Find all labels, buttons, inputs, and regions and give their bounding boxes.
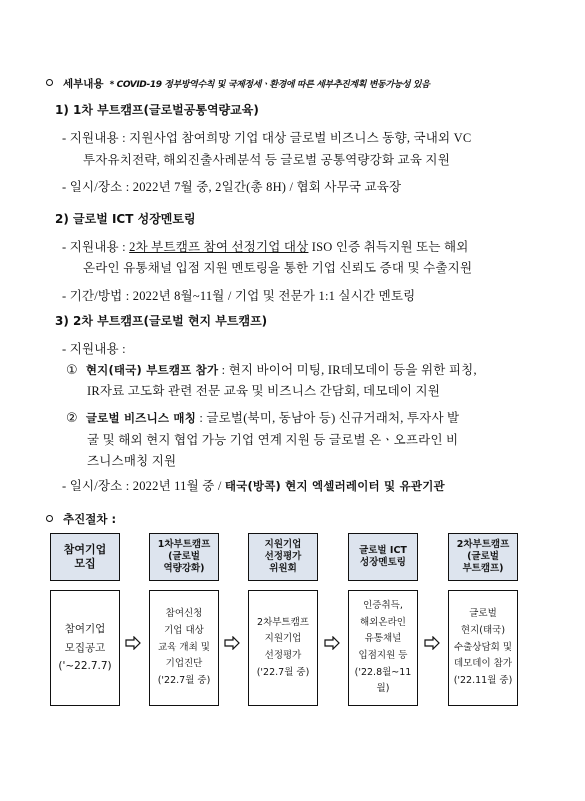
section3-item1-line2: IR자료 고도화 관련 전문 교육 및 비즈니스 간담회, 데모데이 지원 <box>87 384 441 398</box>
section-header <box>46 76 430 91</box>
section2-content-line2: 온라인 유통채널 입점 지원 멘토링을 통한 기업 신뢰도 증대 및 수출지원 <box>83 261 473 275</box>
process-heading <box>46 511 116 527</box>
section3-content-label: - 지원내용 : <box>62 342 126 356</box>
hollow-bullet-icon <box>46 79 53 86</box>
step1-title-box <box>50 533 120 581</box>
item1-line1-rest: : 현지 바이어 미팅, IR데모데이 등을 위한 피칭, <box>218 363 477 377</box>
section3-heading: 3) 2차 부트캠프(글로벌 현지 부트캠프) <box>55 314 268 328</box>
item2-line1-rest: : 글로벌(북미, 동남아 등) 신규거래처, 투자사 발 <box>196 411 460 425</box>
section3-item2-line1 <box>66 408 459 426</box>
step3-title-box <box>248 533 318 581</box>
step3-title: 지원기업 선정평가 위원회 <box>264 538 302 575</box>
item2-title: 글로벌 비즈니스 매칭 <box>85 411 197 425</box>
section1-schedule: - 일시/장소 : 2022년 7월 중, 2일간(총 8H) / 협회 사무국 교육장 <box>62 180 402 194</box>
section3-schedule-prefix: - 일시/장소 : 2022년 11월 중 / <box>62 479 225 493</box>
step5-detail-box <box>448 590 518 706</box>
section3-item1-line1 <box>66 360 477 378</box>
step2-title-box <box>149 533 219 581</box>
section3-item2-line2: 굴 및 해외 현지 협업 가능 기업 연계 지원 등 글로벌 온ㆍ오프라인 비 <box>87 433 459 447</box>
process-heading-text: 추진절차 : <box>63 512 117 526</box>
step1-detail-box <box>50 590 120 706</box>
step5-detail: 글로벌 현지(태국) 수출상담회 및 데모데이 참가 ('22.11월 중) <box>453 608 513 686</box>
section2-period: - 기간/방법 : 2022년 8월~11월 / 기업 및 전문가 1:1 실시간 멘토링 <box>62 289 416 303</box>
section3-item2-line3: 즈니스매칭 지원 <box>87 454 177 468</box>
step2-detail: 참여신청 기업 대상 교육 개최 및 기업진단 ('22.7월 중) <box>157 608 211 686</box>
step2-detail-box <box>149 590 219 706</box>
section1-content-line2: 투자유치전략, 해외진출사례분석 등 글로벌 공통역량강화 교육 지원 <box>83 153 450 167</box>
flow-arrow-icon <box>424 636 440 650</box>
item1-marker: ① <box>66 363 78 378</box>
step3-detail-box <box>248 590 318 706</box>
section2-content-underlined: 2차 부트캠프 참여 선정기업 대상 <box>129 240 309 254</box>
step5-title: 2차부트캠프 (글로벌 부트캠프) <box>456 538 510 575</box>
section2-content-line1 <box>62 237 469 255</box>
section1-content-line1: - 지원내용 : 지원사업 참여희망 기업 대상 글로벌 비즈니스 동향, 국내외 VC <box>62 131 472 145</box>
section3-schedule-bold: 태국(방콕) 현지 엑셀러레이터 및 유관기관 <box>224 479 445 493</box>
flow-arrow-icon <box>324 636 340 650</box>
step4-title-box <box>348 533 418 581</box>
step2-title: 1차부트캠프 (글로벌 역량강화) <box>157 538 211 575</box>
section2-content-prefix: - 지원내용 : <box>62 240 130 254</box>
step1-detail: 참여기업 모집공고 ('~22.7.7) <box>58 623 112 673</box>
step5-title-box <box>448 533 518 581</box>
step1-title: 참여기업 모집 <box>63 542 107 570</box>
header-title: 세부내용 <box>63 78 104 90</box>
item2-marker: ② <box>66 411 78 426</box>
step4-detail: 인증취득, 해외온라인 유통채널 입점지원 등 ('22.8월~11월) <box>354 600 412 695</box>
step4-title: 글로벌 ICT 성장멘토링 <box>359 544 407 568</box>
flow-arrow-icon <box>125 636 141 650</box>
item1-title: 현지(태국) 부트캠프 참가 <box>85 363 219 377</box>
hollow-bullet-icon <box>46 515 53 522</box>
section2-heading: 2) 글로벌 ICT 성장멘토링 <box>55 212 196 226</box>
section2-content-rest: ISO 인증 취득지원 또는 해외 <box>308 240 469 254</box>
header-note: * COVID-19 정부방역수칙 및 국제정세ㆍ환경에 따른 세부추진계획 변동가능성 있음 <box>109 80 430 90</box>
section3-schedule <box>62 476 445 494</box>
flow-arrow-icon <box>224 636 240 650</box>
step4-detail-box <box>348 590 418 706</box>
section1-heading: 1) 1차 부트캠프(글로벌공통역량교육) <box>55 103 259 117</box>
step3-detail: 2차부트캠프 지원기업 선정평가 ('22.7월 중) <box>256 616 310 678</box>
